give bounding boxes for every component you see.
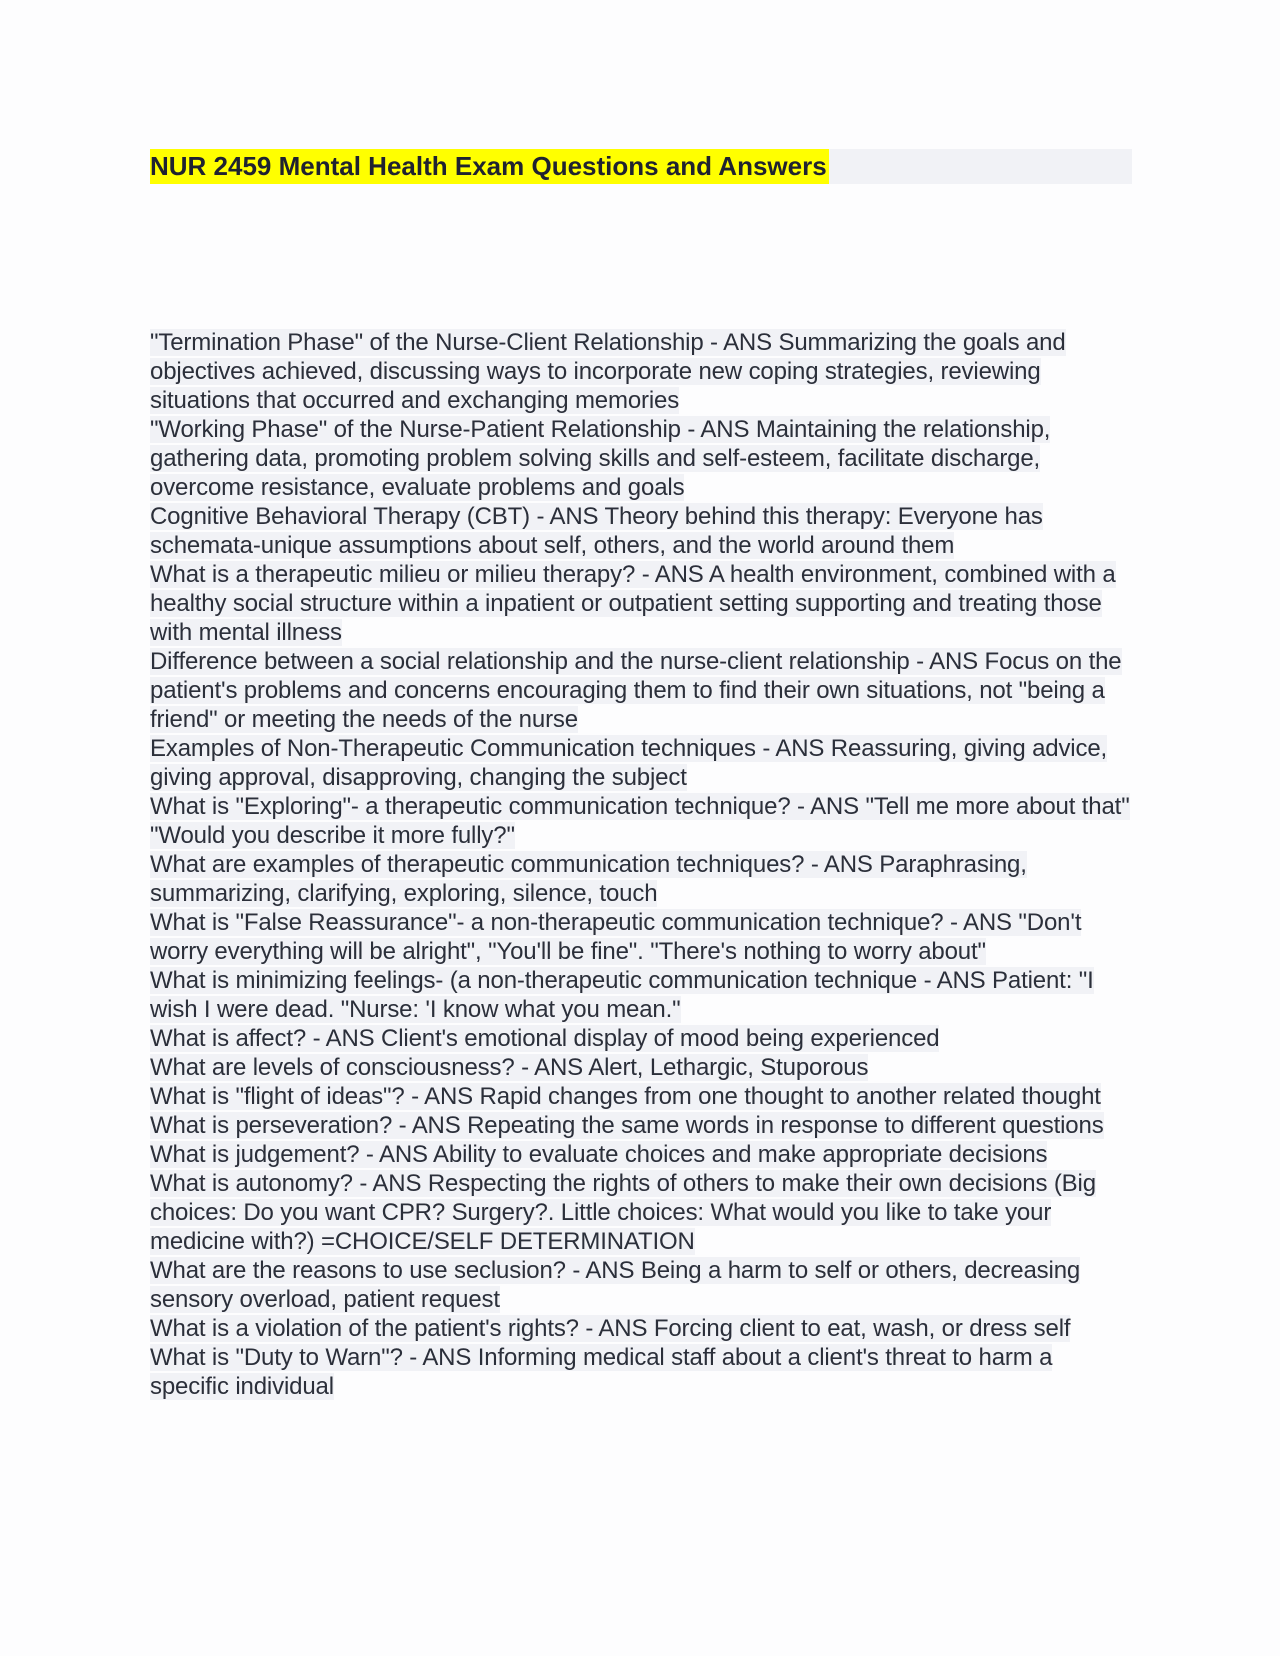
qa-entry-text: What are levels of consciousness? - ANS Alert, Lethargic, Stuporous — [150, 1054, 869, 1081]
qa-entry — [150, 792, 1135, 821]
qa-entry-text: What are the reasons to use seclusion? - ANS Being a harm to self or others, decreasing sensory overload, patient request — [150, 1257, 1081, 1313]
qa-entry-text: Examples of Non-Therapeutic Communication techniques - ANS Reassuring, giving advice, giving approval, disapproving, changing the subject — [150, 735, 1108, 791]
qa-list — [150, 328, 1135, 1401]
qa-entry-text: What is autonomy? - ANS Respecting the rights of others to make their own decisions (Big choices: Do you want CPR? Surgery?. Little choices: What would you like to take your medicine with?) =CHOICE/SELF DETERMINATION — [150, 1170, 1096, 1255]
qa-entry-text: What are examples of therapeutic communication techniques? - ANS Paraphrasing, summarizing, clarifying, exploring, silence, touch — [150, 851, 1027, 907]
qa-entry — [150, 821, 1135, 850]
qa-entry — [150, 850, 1135, 908]
qa-entry — [150, 908, 1135, 966]
qa-entry-text: What is "Exploring"- a therapeutic communication technique? - ANS "Tell me more about that" — [150, 793, 1130, 820]
qa-entry-text: "Working Phase" of the Nurse-Patient Relationship - ANS Maintaining the relationship, gathering data, promoting problem solving skills and self-esteem, facilitate discharge, overcome resistance, evaluate problems and goals — [150, 416, 1051, 501]
qa-entry — [150, 647, 1135, 734]
qa-entry — [150, 1024, 1135, 1053]
qa-entry — [150, 1140, 1135, 1169]
qa-entry — [150, 560, 1135, 647]
qa-entry — [150, 415, 1135, 502]
qa-entry-text: What is "False Reassurance"- a non-therapeutic communication technique? - ANS "Don't worry everything will be alright", "You'll be fine". "There's nothing to worry about" — [150, 909, 1082, 965]
qa-entry-text: What is affect? - ANS Client's emotional display of mood being experienced — [150, 1025, 940, 1052]
qa-entry-text: "Would you describe it more fully?" — [150, 822, 515, 849]
qa-entry-text: "Termination Phase" of the Nurse-Client Relationship - ANS Summarizing the goals and objectives achieved, discussing ways to incorporate new coping strategies, reviewing situations that occurred and exchanging memories — [150, 329, 1066, 414]
qa-entry — [150, 1053, 1135, 1082]
qa-entry — [150, 502, 1135, 560]
qa-entry-text: What is a violation of the patient's rights? - ANS Forcing client to eat, wash, or dress self — [150, 1315, 1071, 1342]
title-row — [150, 149, 1132, 184]
qa-entry — [150, 734, 1135, 792]
qa-entry — [150, 1169, 1135, 1256]
qa-entry-text: Difference between a social relationship and the nurse-client relationship - ANS Focus on the patient's problems and concerns encouraging them to find their own situations, not "being a friend" or meeting the needs of the nurse — [150, 648, 1122, 733]
qa-entry-text: What is judgement? - ANS Ability to evaluate choices and make appropriate decisions — [150, 1141, 1048, 1168]
qa-entry-text: What is "flight of ideas"? - ANS Rapid changes from one thought to another related thought — [150, 1083, 1101, 1110]
qa-entry — [150, 1343, 1135, 1401]
document-title: NUR 2459 Mental Health Exam Questions and Answers — [150, 149, 829, 184]
qa-entry — [150, 328, 1135, 415]
qa-entry-text: What is minimizing feelings- (a non-therapeutic communication technique - ANS Patient: "I wish I were dead. "Nurse: 'I know what you mean." — [150, 967, 1094, 1023]
qa-entry-text: What is "Duty to Warn"? - ANS Informing medical staff about a client's threat to harm a specific individual — [150, 1344, 1053, 1400]
qa-entry-text: Cognitive Behavioral Therapy (CBT) - ANS Theory behind this therapy: Everyone has schemata-unique assumptions about self, others, and the world around them — [150, 503, 1043, 559]
qa-entry — [150, 1082, 1135, 1111]
qa-entry-text: What is a therapeutic milieu or milieu therapy? - ANS A health environment, combined with a healthy social structure within a inpatient or outpatient setting supporting and treating those with mental illness — [150, 561, 1116, 646]
qa-entry — [150, 1111, 1135, 1140]
qa-entry — [150, 966, 1135, 1024]
qa-entry — [150, 1256, 1135, 1314]
qa-entry — [150, 1314, 1135, 1343]
qa-entry-text: What is perseveration? - ANS Repeating the same words in response to different questions — [150, 1112, 1104, 1139]
